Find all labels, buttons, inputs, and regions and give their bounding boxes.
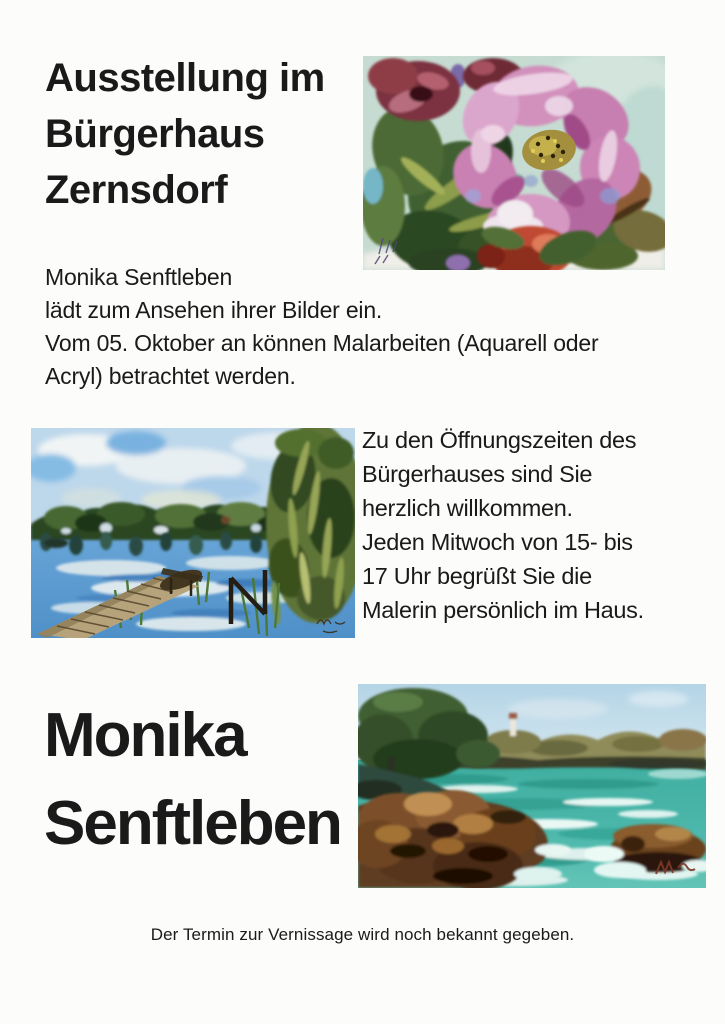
page-title: [45, 50, 325, 218]
artist-name-line-2: Senftleben: [44, 789, 341, 858]
intro-text: [45, 261, 598, 393]
intro-line-3: Vom 05. Oktober an können Malarbeiten (Aquarell oder: [45, 330, 599, 356]
page-title-line-2: Bürgerhaus: [45, 112, 265, 156]
seascape-painting: [358, 684, 706, 888]
flower-painting: [363, 56, 665, 270]
opening-line-5: 17 Uhr begrüßt Sie die: [362, 563, 592, 589]
opening-line-1: Zu den Öffnungszeiten des: [362, 427, 637, 453]
lake-painting-image: [31, 428, 355, 638]
vernissage-note: Der Termin zur Vernissage wird noch bekannt gegeben.: [150, 925, 575, 944]
opening-line-3: herzlich willkommen.: [362, 495, 573, 521]
intro-line-1: Monika Senftleben: [45, 264, 233, 290]
opening-line-6: Malerin persönlich im Haus.: [362, 597, 644, 623]
lake-painting: [31, 428, 355, 638]
page-title-line-3: Zernsdorf: [45, 168, 228, 212]
artist-name: [44, 692, 341, 868]
intro-line-2: lädt zum Ansehen ihrer Bilder ein.: [45, 297, 383, 323]
flower-painting-image: [363, 56, 665, 270]
artist-name-line-1: Monika: [44, 701, 246, 770]
opening-hours-text: [362, 423, 644, 627]
seascape-painting-image: [358, 684, 706, 888]
opening-line-2: Bürgerhauses sind Sie: [362, 461, 593, 487]
opening-line-4: Jeden Mitwoch von 15- bis: [362, 529, 633, 555]
intro-line-4: Acryl) betrachtet werden.: [45, 363, 296, 389]
page-title-line-1: Ausstellung im: [45, 56, 325, 100]
